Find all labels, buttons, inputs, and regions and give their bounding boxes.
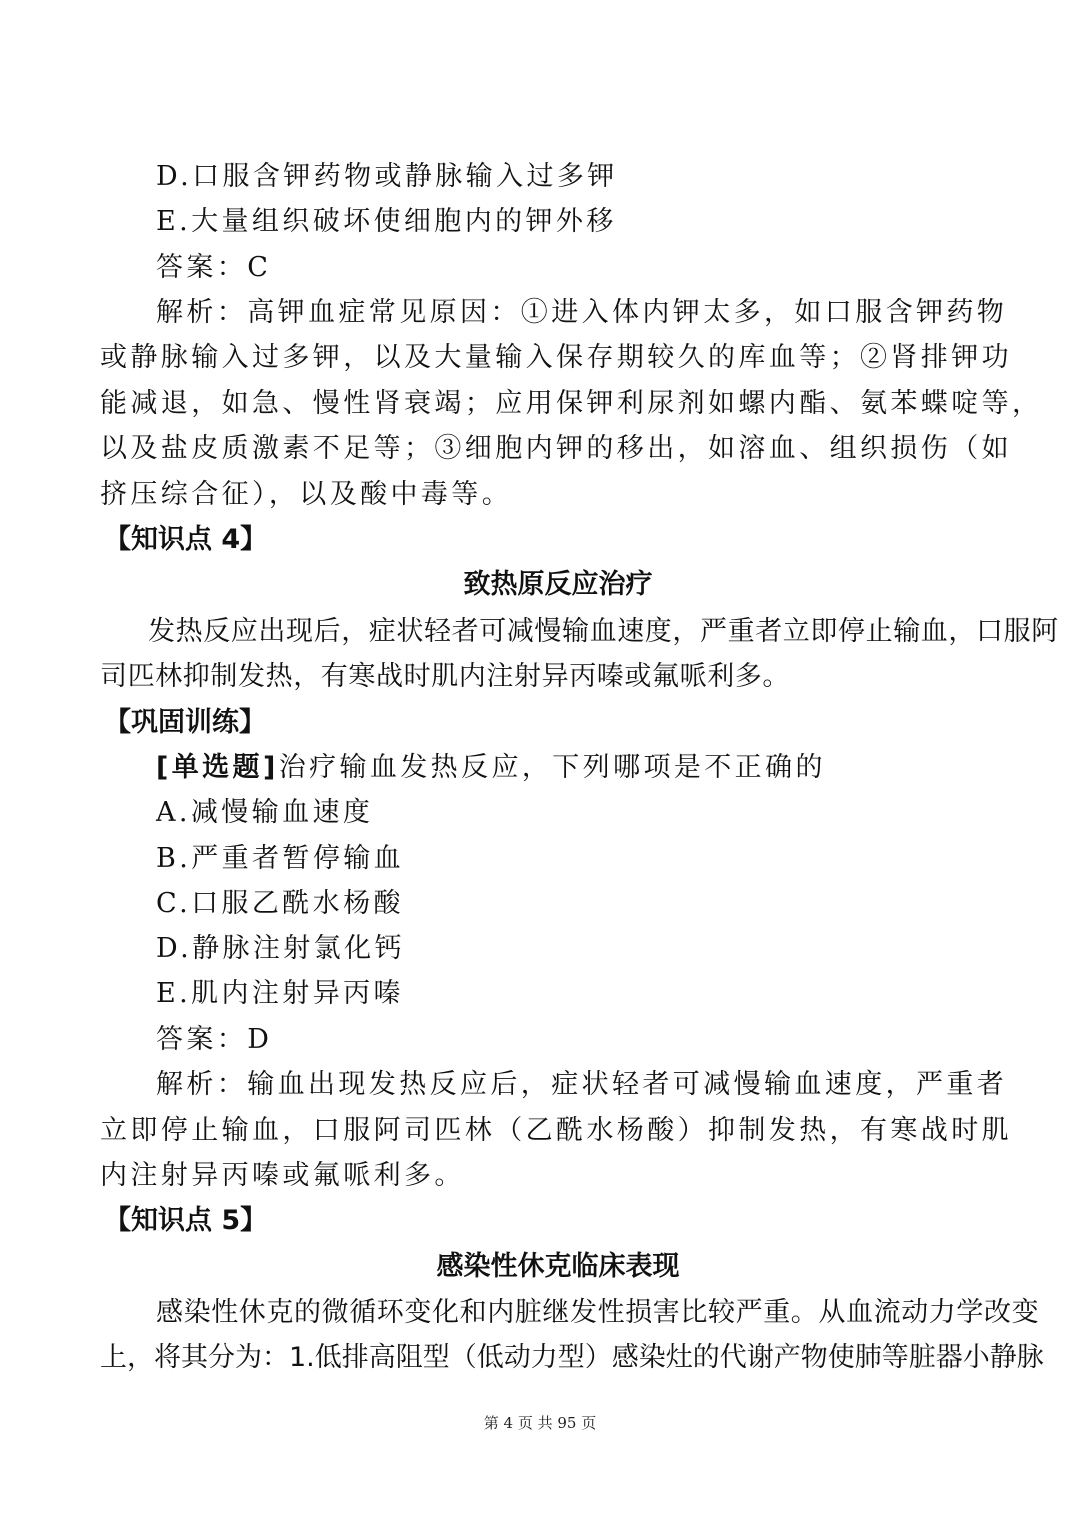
section-title: 致热原反应治疗 xyxy=(463,569,653,600)
answer-text: 答案：D xyxy=(156,1024,273,1055)
analysis-line: 内注射异丙嗪或氟哌利多。 xyxy=(100,1160,465,1191)
analysis-line: 解析：输血出现发热反应后，症状轻者可减慢输血速度，严重者 xyxy=(156,1069,1008,1100)
answer-text: 答案：C xyxy=(156,252,272,283)
analysis-line: 挤压综合征），以及酸中毒等。 xyxy=(100,479,513,510)
practice-heading: 【巩固训练】 xyxy=(104,707,266,738)
question-text: 治疗输血发热反应，下列哪项是不正确的 xyxy=(278,752,826,783)
option-c: C.口服乙酰水杨酸 xyxy=(156,888,404,919)
option-d: D.静脉注射氯化钙 xyxy=(156,933,405,964)
option-d-text: D.口服含钾药物或静脉输入过多钾 xyxy=(156,161,618,192)
option-e-text: E.大量组织破坏使细胞内的钾外移 xyxy=(156,206,617,237)
question-line xyxy=(156,751,980,785)
knowledge-point-heading: 【知识点 4】 xyxy=(104,524,268,555)
option-e: E.肌内注射异丙嗪 xyxy=(156,978,404,1009)
analysis-line: 以及盐皮质激素不足等；③细胞内钾的移出，如溶血、组织损伤（如 xyxy=(100,433,1012,464)
option-b: B.严重者暂停输血 xyxy=(156,843,405,874)
analysis-line: 或静脉输入过多钾，以及大量输入保存期较久的库血等；②肾排钾功 xyxy=(100,342,1012,373)
knowledge-line: 上，将其分为：1.低排高阻型（低动力型）感染灶的代谢产物使肺等脏器小静脉 xyxy=(100,1342,1044,1373)
option-a: A.减慢输血速度 xyxy=(156,797,374,828)
page-footer: 第 4 页 共 95 页 xyxy=(483,1414,597,1432)
knowledge-point-heading: 【知识点 5】 xyxy=(104,1205,268,1236)
section-title: 感染性休克临床表现 xyxy=(436,1251,680,1282)
analysis-line: 解析：高钾血症常见原因：①进入体内钾太多，如口服含钾药物 xyxy=(156,297,1008,328)
question-type-tag: [单选题] xyxy=(156,752,279,783)
analysis-line: 能减退，如急、慢性肾衰竭；应用保钾利尿剂如螺内酯、氨苯蝶啶等， xyxy=(100,388,1043,419)
knowledge-line: 感染性休克的微循环变化和内脏继发性损害比较严重。从血流动力学改变 xyxy=(156,1297,1040,1328)
analysis-line: 立即停止输血，口服阿司匹林（乙酰水杨酸）抑制发热，有寒战时肌 xyxy=(100,1115,1012,1146)
knowledge-line: 司匹林抑制发热，有寒战时肌内注射异丙嗪或氟哌利多。 xyxy=(100,661,790,692)
knowledge-line: 发热反应出现后，症状轻者可减慢输血速度，严重者立即停止输血，口服阿 xyxy=(148,616,1059,647)
